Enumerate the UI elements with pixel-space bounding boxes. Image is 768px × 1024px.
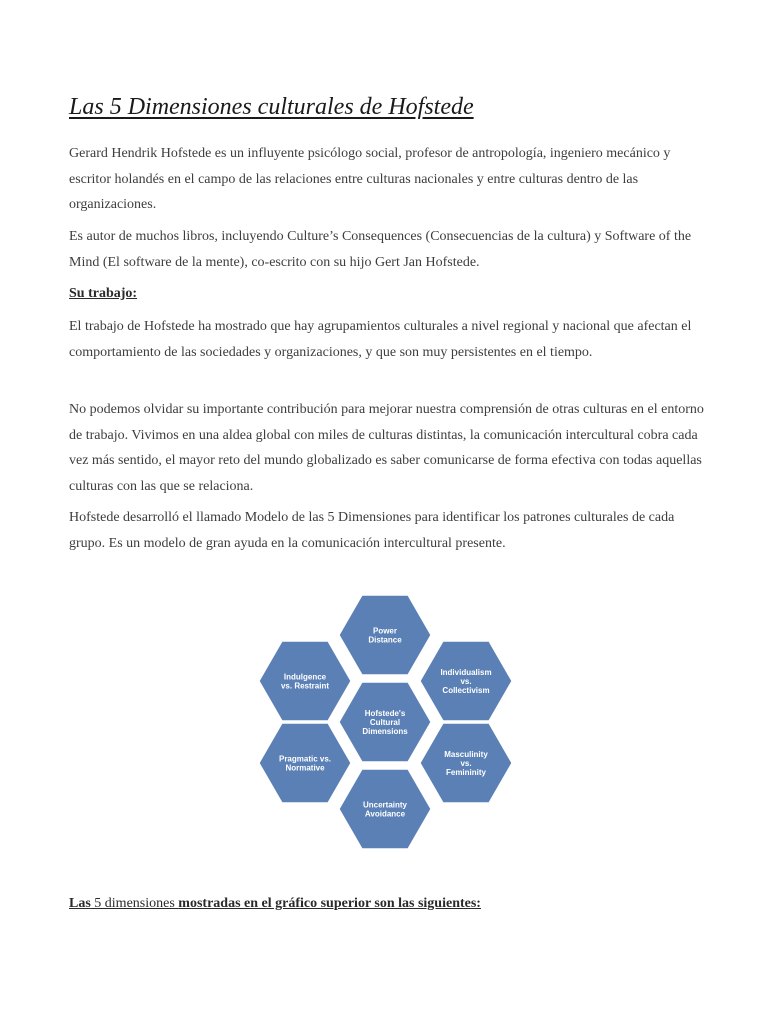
hex-label-center: Cultural [369, 718, 401, 727]
hex-label-lower-left: Normative [285, 763, 325, 773]
hex-label-upper-right: Collectivism [442, 686, 490, 695]
intro-paragraph-2: Es autor de muchos libros, incluyendo Culture’s Consequences (Consecuencias de la cultura) y Software of the Mind (El software de la mente), co-escrito con su hijo Gert Jan Hofstede. [69, 229, 692, 270]
bottom-heading-part3: mostradas en el gráfico superior son las siguientes: [178, 896, 481, 911]
section-heading-su-trabajo: Su trabajo: [69, 286, 138, 301]
work-paragraph-2: No podemos olvidar su importante contribución para mejorar nuestra comprensión de otras culturas en el entorno de trabajo. Vivimos en una aldea global con miles de culturas distintas, la comunicación intercultural cobra cada vez más sentido, el mayor reto del mundo globalizado es saber comunicarse de forma efectiva con todas aquellas culturas con las que se relaciona. [69, 402, 704, 494]
hex-label-upper-right: Individualism [440, 668, 492, 677]
hex-label-lower-right: Masculinity [444, 750, 488, 759]
hex-label-lower-right: vs. [460, 759, 472, 768]
work-paragraph-3: Hofstede desarrolló el llamado Modelo de las 5 Dimensiones para identificar los patrones culturales de cada grupo. Es un modelo de gran ayuda en la comunicación intercultural presente. [69, 510, 675, 551]
hex-label-top: Power [372, 626, 398, 636]
hex-label-lower-right: Femininity [445, 768, 487, 777]
hex-label-upper-left: Indulgence [283, 672, 327, 682]
hex-label-center: Hofstede's [364, 709, 406, 718]
hofstede-dimensions-diagram [255, 590, 520, 855]
bottom-heading-part2: 5 dimensiones [90, 896, 179, 911]
page-title: Las 5 Dimensiones culturales de Hofstede [69, 94, 474, 120]
bottom-heading-part1: Las [69, 896, 91, 911]
hex-label-bottom: Avoidance [364, 809, 406, 819]
work-paragraph-1: El trabajo de Hofstede ha mostrado que hay agrupamientos culturales a nivel regional y nacional que afectan el comportamiento de las sociedades y organizaciones, y que son muy persistentes en el tiempo. [69, 319, 692, 360]
hex-label-upper-right: vs. [460, 677, 472, 686]
hex-label-center: Dimensions [362, 727, 408, 736]
intro-paragraph-1: Gerard Hendrik Hofstede es un influyente psicólogo social, profesor de antropología, ingeniero mecánico y escritor holandés en el campo de las relaciones entre culturas nacionales y entre culturas dentro de las organizaciones. [69, 146, 671, 212]
hex-label-lower-left: Pragmatic vs. [278, 754, 332, 764]
hex-label-top: Distance [368, 635, 402, 645]
hex-label-upper-left: vs. Restraint [280, 681, 330, 691]
bottom-heading [69, 896, 481, 912]
hex-label-bottom: Uncertainty [362, 800, 408, 810]
